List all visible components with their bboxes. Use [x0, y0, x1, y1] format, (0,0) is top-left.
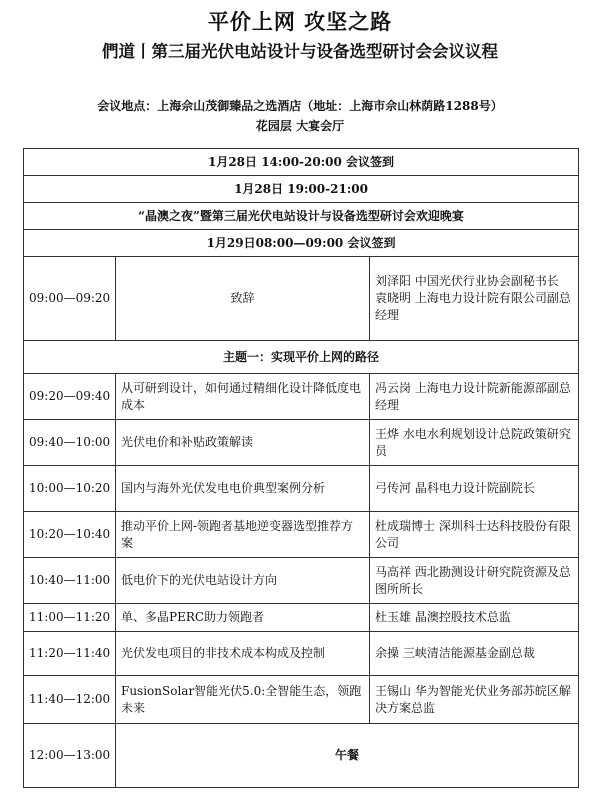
- agenda-row-jan29-signin: [24, 230, 579, 257]
- session-time: 10:20—10:40: [24, 512, 116, 558]
- agenda-row-gala: [24, 203, 579, 230]
- venue-hall: 花园层 大宴会厅: [255, 119, 345, 133]
- opening-speakers: [370, 257, 579, 341]
- agenda-row-session: [24, 604, 579, 632]
- session-topic: 光伏发电项目的非技术成本构成及控制: [116, 632, 370, 676]
- agenda-table: [23, 148, 579, 788]
- agenda-row-session: [24, 374, 579, 420]
- session-time: 09:40—10:00: [24, 420, 116, 466]
- session-speaker: 弓传河 晶科电力设计院副院长: [370, 466, 579, 512]
- session-speaker: 王烨 水电水利规划设计总院政策研究员: [370, 420, 579, 466]
- jan28-evening-cell: 1月28日 19:00-21:00: [24, 176, 579, 203]
- venue-info: [0, 96, 600, 136]
- jan28-signin-cell: 1月28日 14:00-20:00 会议签到: [24, 149, 579, 176]
- session-speaker: 杜成瑞博士 深圳科士达科技股份有限公司: [370, 512, 579, 558]
- lunch-label: 午餐: [116, 724, 579, 788]
- agenda-row-session: [24, 512, 579, 558]
- session-speaker: 王锡山 华为智能光伏业务部苏皖区解决方案总监: [370, 676, 579, 724]
- page-title: 平价上网 攻坚之路: [207, 9, 393, 34]
- session-topic: 从可研到设计，如何通过精细化设计降低度电成本: [116, 374, 370, 420]
- session-time: 09:20—09:40: [24, 374, 116, 420]
- session-topic: FusionSolar智能光伏5.0:全智能生态，领跑未来: [116, 676, 370, 724]
- session-time: 10:00—10:20: [24, 466, 116, 512]
- gala-cell: “晶澳之夜”暨第三届光伏电站设计与设备选型研讨会欢迎晚宴: [24, 203, 579, 230]
- agenda-row-jan28-evening: [24, 176, 579, 203]
- opening-time: 09:00—09:20: [24, 257, 116, 341]
- agenda-row-theme1: [24, 341, 579, 374]
- agenda-row-session: [24, 558, 579, 604]
- session-time: 11:20—11:40: [24, 632, 116, 676]
- session-topic: 国内与海外光伏发电电价典型案例分析: [116, 466, 370, 512]
- opening-topic: 致辞: [116, 257, 370, 341]
- session-speaker: 马高祥 西北勘测设计研究院资源及总图所所长: [370, 558, 579, 604]
- session-time: 11:00—11:20: [24, 604, 116, 632]
- agenda-row-opening: [24, 257, 579, 341]
- session-topic: 低电价下的光伏电站设计方向: [116, 558, 370, 604]
- agenda-row-session: [24, 632, 579, 676]
- opening-speaker-1: 刘泽阳 中国光伏行业协会副秘书长: [375, 274, 559, 288]
- venue-address: 会议地点：上海佘山茂御臻品之选酒店（地址：上海市佘山林荫路1288号）: [97, 99, 503, 113]
- agenda-row-lunch: [24, 724, 579, 788]
- session-time: 10:40—11:00: [24, 558, 116, 604]
- agenda-row-session: [24, 466, 579, 512]
- lunch-time: 12:00—13:00: [24, 724, 116, 788]
- session-topic: 单、多晶PERC助力领跑者: [116, 604, 370, 632]
- session-speaker: 余操 三峡清洁能源基金副总裁: [370, 632, 579, 676]
- session-topic: 推动平价上网-领跑者基地逆变器选型推荐方案: [116, 512, 370, 558]
- session-time: 11:40—12:00: [24, 676, 116, 724]
- session-speaker: 杜玉雄 晶澳控股技术总监: [370, 604, 579, 632]
- agenda-row-session: [24, 420, 579, 466]
- page-subtitle: 們道丨第三届光伏电站设计与设备选型研讨会会议议程: [102, 42, 498, 61]
- jan29-signin-cell: 1月29日08:00—09:00 会议签到: [24, 230, 579, 257]
- agenda-row-jan28-signin: [24, 149, 579, 176]
- session-speaker: 冯云岗 上海电力设计院新能源部副总经理: [370, 374, 579, 420]
- opening-speaker-2: 袁晓明 上海电力设计院有限公司副总经理: [375, 291, 571, 322]
- session-topic: 光伏电价和补贴政策解读: [116, 420, 370, 466]
- agenda-row-session: [24, 676, 579, 724]
- theme1-cell: 主题一：实现平价上网的路径: [24, 341, 579, 374]
